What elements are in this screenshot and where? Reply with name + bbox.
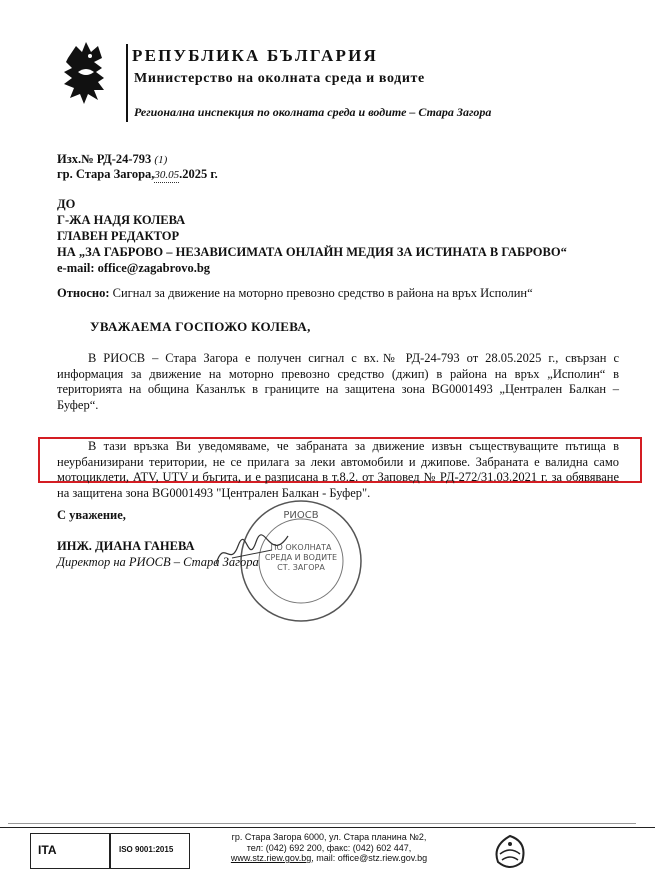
addressee-role: ГЛАВЕН РЕДАКТОР [57, 229, 180, 243]
date-year: .2025 г. [179, 167, 218, 181]
body-paragraph-1: В РИОСВ – Стара Загора е получен сигнал с вх.№ РД-24-793 от 28.05.2025 г., свързан с информация за движение на моторно превозно средство (джип) в района на връх „Исполин“ в територията на община Казанлък в границите на защитена зона BG0001493 „Централен Балкан – Буфер“. [57, 351, 619, 412]
eco-logo-icon [488, 832, 532, 874]
footer-website-link[interactable]: www.stz.riew.gov.bg [230, 853, 312, 863]
stamp-line-1: ПО ОКОЛНАТА [270, 543, 332, 552]
footer-web-mail [198, 853, 460, 864]
greeting: УВАЖАЕМА ГОСПОЖО КОЛЕВА, [90, 319, 311, 334]
regards: С уважение, [57, 508, 126, 522]
footer-contacts [198, 832, 460, 864]
outgoing-number [57, 152, 167, 167]
stamp-line-3: СТ. ЗАГОРА [277, 563, 325, 572]
footer-email: , mail: office@stz.riew.gov.bg [311, 853, 428, 863]
stamp-ring-text: РИОСВ [283, 510, 319, 521]
ita-logo: ІТА [38, 843, 57, 857]
addressee-email: e-mail: office@zagabrovo.bg [57, 261, 211, 275]
footer-divider [0, 827, 655, 828]
coat-of-arms-lion-icon [58, 38, 116, 108]
footer-divider-thin [8, 823, 636, 824]
republic-title: РЕПУБЛИКА БЪЛГАРИЯ [132, 46, 378, 65]
ministry-title: Министерство на околната среда и водите [134, 71, 425, 86]
stamp-line-2: СРЕДА И ВОДИТЕ [264, 553, 338, 562]
place-date [57, 167, 218, 183]
subject-label: Относно: [57, 286, 110, 300]
header-divider [126, 44, 128, 122]
addressee-name: Г-ЖА НАДЯ КОЛЕВА [57, 213, 186, 227]
footer-address: гр. Стара Загора 6000, ул. Стара планина №2, [231, 832, 427, 842]
body-paragraph-2: В тази връзка Ви уведомяваме, че забраната за движение извън съществуващите пътища в неурбанизирани територии, не се прилага за леки автомобили и джипове. Забраната е валидна само мотоциклети, ATV, UTV и бъгита, и е разписана в т.8.2. от Заповед № РД-272/31.03.2021 г. за обявяване на защитена зона BG0001493 "Централен Балкан - Буфер". [57, 439, 619, 500]
date-handwritten: 30.05 [154, 169, 180, 181]
iso-certificate: ISO 9001:2015 [119, 845, 174, 854]
ref-number-handwritten: (1) [154, 154, 168, 166]
addressee-to: ДО [57, 197, 76, 211]
signer-title: Директор на РИОСВ – Стара Загора [57, 555, 259, 569]
signer-name: ИНЖ. ДИАНА ГАНЕВА [57, 539, 195, 553]
place-label: гр. Стара Загора, [57, 167, 155, 181]
ref-number: Изх.№ РД-24-793 [57, 152, 152, 166]
regional-inspection: Регионална инспекция по околната среда и водите – Стара Загора [134, 105, 492, 119]
addressee-org: НА „ЗА ГАБРОВО – НЕЗАВИСИМАТА ОНЛАЙН МЕДИЯ ЗА ИСТИНАТА В ГАБРОВО“ [57, 245, 567, 259]
subject-line [57, 286, 533, 301]
subject-text: Сигнал за движение на моторно превозно средство в района на връх Исполин“ [109, 286, 533, 300]
footer-phone: тел: (042) 692 200, факс: (042) 602 447, [246, 842, 412, 853]
